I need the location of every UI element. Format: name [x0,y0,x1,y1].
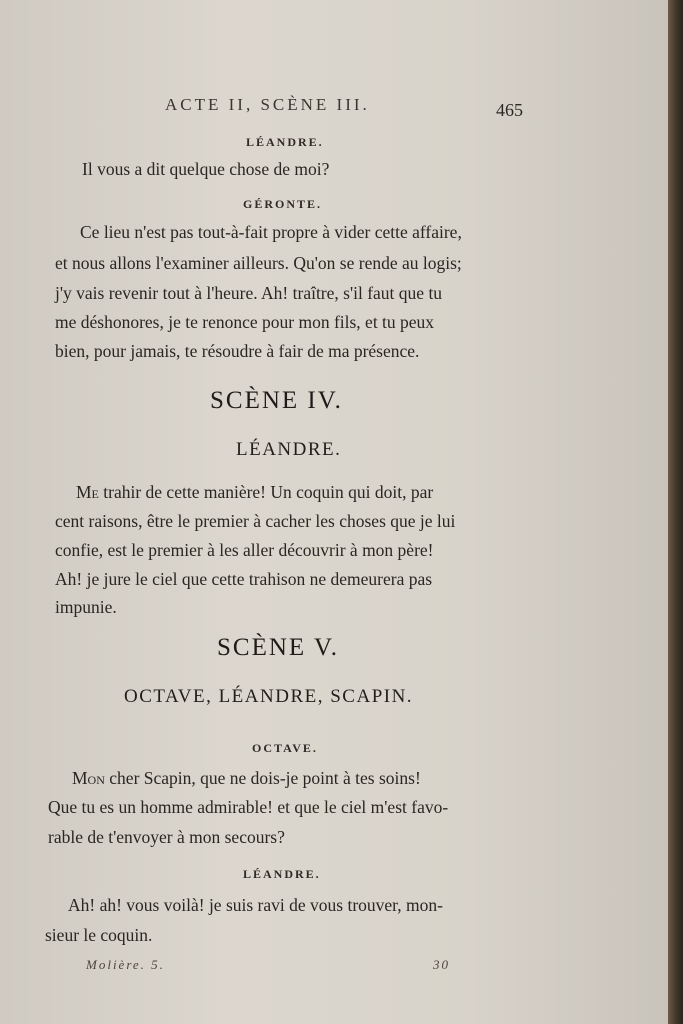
line-rest: cher Scapin, que ne dois-je point à tes soins! [104,768,421,788]
scene-title: SCÈNE V. [217,634,340,661]
dialogue-line: bien, pour jamais, te résoudre à fair de ma présence. [55,341,420,361]
first-word: Me [76,482,99,502]
dialogue-line [76,482,433,503]
dialogue-line: Il vous a dit quelque chose de moi? [82,159,330,179]
dialogue-line: et nous allons l'examiner ailleurs. Qu'on se rende au logis; [55,253,462,273]
dialogue-line: Ah! ah! vous voilà! je suis ravi de vous trouver, mon- [68,895,443,915]
first-word: Mon [72,768,105,788]
speaker-label: LÉANDRE. [246,135,324,149]
signature-number: 30 [433,957,450,972]
scene-cast: LÉANDRE. [236,439,342,460]
scene-cast: OCTAVE, LÉANDRE, SCAPIN. [124,686,414,707]
running-head: ACTE II, SCÈNE III. [165,95,370,114]
speaker-label: LÉANDRE. [243,867,321,881]
dialogue-line: Ah! je jure le ciel que cette trahison ne demeurera pas [55,569,433,589]
dialogue-line: rable de t'envoyer à mon secours? [48,827,285,847]
dialogue-line [72,768,421,789]
dialogue-line: confie, est le premier à les aller découvrir à mon père! [55,540,434,560]
book-edge [668,0,683,1024]
dialogue-line: j'y vais revenir tout à l'heure. Ah! traître, s'il faut que tu [55,283,443,303]
line-rest: trahir de cette manière! Un coquin qui doit, par [98,482,434,502]
dialogue-line: sieur le coquin. [45,925,153,945]
dialogue-line: Ce lieu n'est pas tout-à-fait propre à vider cette affaire, [80,222,462,242]
dialogue-line: me déshonores, je te renonce pour mon fils, et tu peux [55,312,435,332]
dialogue-line: impunie. [55,597,117,617]
scene-title: SCÈNE IV. [210,387,343,414]
dialogue-line: cent raisons, être le premier à cacher les choses que je lui [55,511,456,531]
page-number: 465 [496,100,523,120]
speaker-label: GÉRONTE. [243,197,323,211]
signature-mark: Molière. 5. [86,957,165,972]
speaker-label: OCTAVE. [252,741,318,755]
dialogue-line: Que tu es un homme admirable! et que le ciel m'est favo- [48,797,449,817]
